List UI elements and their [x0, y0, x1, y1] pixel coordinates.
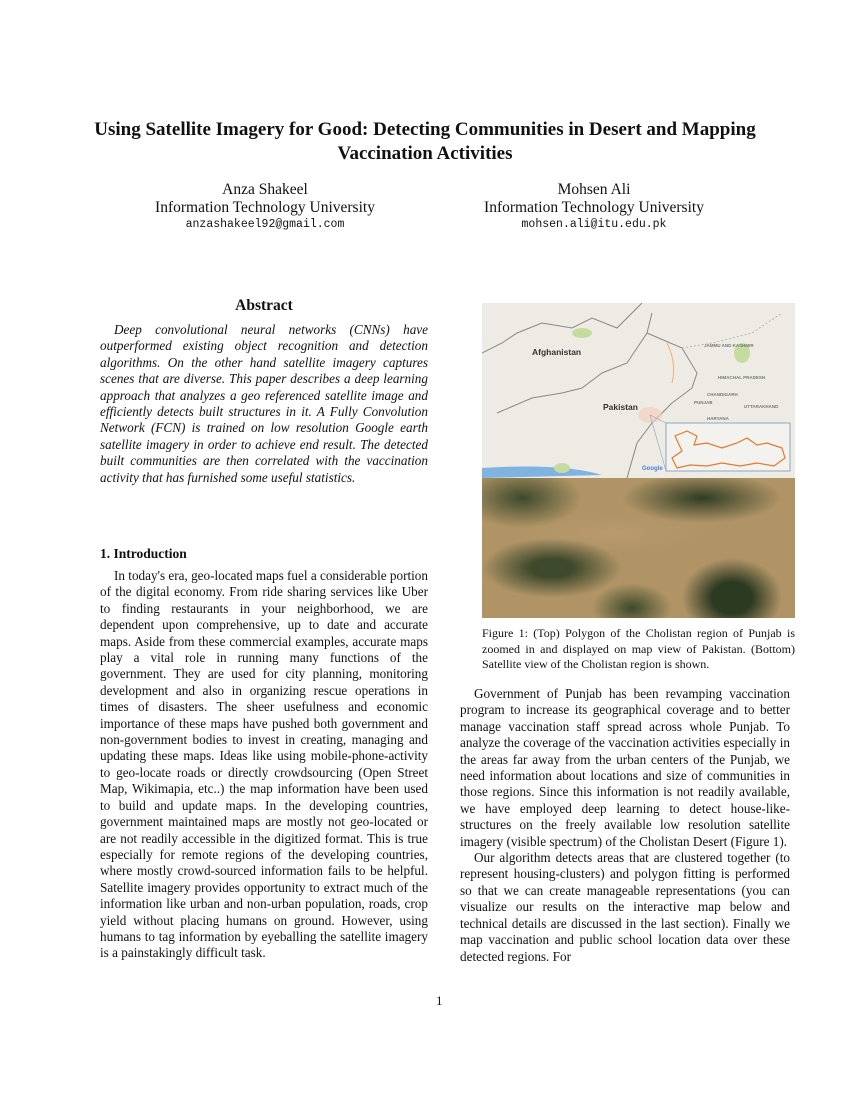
paragraph: Government of Punjab has been revamping vaccination program to increase its geographical coverage and to better manage vaccination staff spread across whole Punjab. To analyze the coverage of the vaccination activities especially in the areas far away from the urban centers of the Punjab, we need information about locations and size of communities in those regions. Since this information is not readily available, we have employed deep learning to detect house-like-structures on the freely available low resolution satellite imagery (visible spectrum) of the Cholistan Desert (Figure 1). — [460, 686, 790, 849]
author-block-1 — [100, 181, 430, 232]
paragraph: Our algorithm detects areas that are clustered together (to represent housing-clusters) and polygon fitting is performed so that we can create manageable representations (you can visualize our results on the interactive map below and technical details are discussed in the last section). Finally we map vaccination and public school location data over these detected regions. For — [460, 850, 790, 964]
author-affiliation: Information Technology University — [155, 199, 375, 216]
introduction-text: In today's era, geo-located maps fuel a considerable portion of the digital economy. From ride sharing services like Uber to finding restaurants in your neighborhood, we are dependent upon comprehensive, up to date and accurate maps. Aside from these commercial examples, accurate maps play a vital role in running many functions of the government. They are used for city planning, monitoring development and also in organizing rescue operations in times of disasters. The sheer usefulness and economic importance of these maps have pushed both government and non-government bodies to invest in creating, managing and updating these maps. Ideas like using mobile-phone-activity to geo-locate roads or directly crowdsourcing (Open Street Map, Wikimapia, etc..) the map information have been used to build and update maps. In the developing countries, government maintained maps are mostly not geo-located or are not readily accessible in the digitized format. This is true especially for remote regions of the developing countries, where mostly crowd-sourced information fails to be helpful. Satellite imagery provides opportunity to extract much of the information like urban and non-urban population, roads, crop yield without placing humans on ground. However, using humans to tag information by eyeballing the satellite imagery is a painstakingly difficult task. — [100, 568, 428, 961]
figure-1 — [482, 303, 795, 618]
author-name: Mohsen Ali — [557, 181, 631, 198]
author-affiliation: Information Technology University — [484, 199, 704, 216]
map-label: JAMMU AND KASHMIR — [704, 343, 754, 348]
map-label: HARYANA — [707, 416, 729, 421]
abstract-text: Deep convolutional neural networks (CNNs) have outperformed existing object recognition and detection algorithms. On the other hand satellite imagery captures scenes that are diverse. This paper describes a deep learning approach that analyzes a geo referenced satellite image and efficiently detects built structures in it. A Fully Convolution Network (FCN) is trained on low resolution Google earth satellite imagery in order to achieve end result. The detected built communities are then correlated with the vaccination activity that has furnished some useful statistics. — [100, 322, 428, 485]
author-email[interactable]: anzashakeel92@gmail.com — [185, 218, 345, 231]
introduction-heading: 1. Introduction — [100, 546, 187, 561]
map-label: HIMACHAL PRADESH — [718, 375, 766, 380]
author-name: Anza Shakeel — [222, 181, 308, 198]
map-label: UTTARAKHAND — [744, 404, 779, 409]
map-label: Pakistan — [603, 402, 638, 412]
map-label: CHANDIGARH — [707, 392, 738, 397]
map-label: Afghanistan — [532, 347, 582, 357]
abstract-heading: Abstract — [235, 297, 293, 314]
figure-caption: Figure 1: (Top) Polygon of the Cholistan region of Punjab is zoomed in and displayed on map view of Pakistan. (Bottom) Satellite view of the Cholistan region is shown. — [482, 626, 795, 671]
map-borders — [482, 303, 795, 478]
satellite-view-image — [482, 478, 795, 618]
author-email[interactable]: mohsen.ali@itu.edu.pk — [521, 218, 667, 231]
right-column-text — [460, 686, 790, 965]
map-label: PUNJAB — [694, 400, 713, 405]
author-block-2 — [429, 181, 759, 232]
google-logo: Google — [642, 466, 663, 472]
page-number: 1 — [436, 993, 443, 1008]
paper-title: Using Satellite Imagery for Good: Detecting Communities in Desert and Mapping Vaccination Activities — [94, 119, 756, 164]
map-view-image — [482, 303, 795, 478]
